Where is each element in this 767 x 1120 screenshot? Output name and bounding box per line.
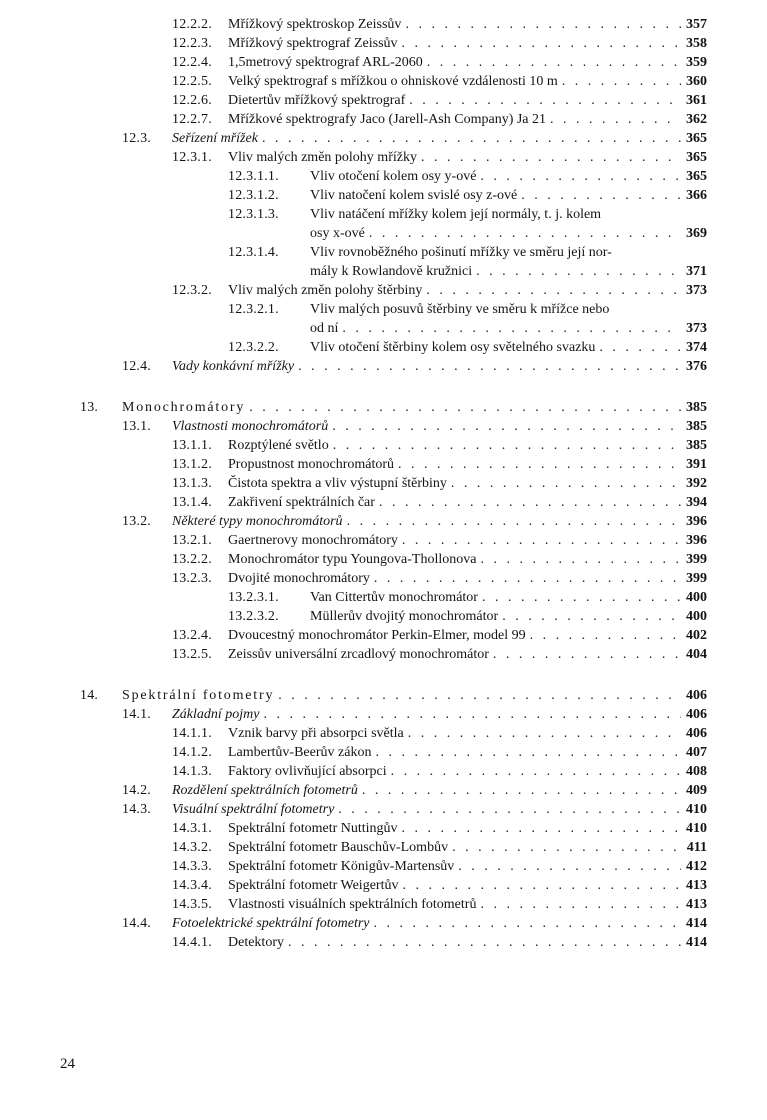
toc-entry-page: 360 bbox=[686, 74, 707, 89]
toc-entry-title: Spektrální fotometr Nuttingův bbox=[228, 821, 398, 836]
toc-entry-number: 13.1. bbox=[122, 419, 151, 434]
toc-entry-title: Základní pojmy bbox=[172, 707, 260, 722]
toc-entry-page: 376 bbox=[686, 359, 707, 374]
dot-leader bbox=[394, 455, 681, 474]
toc-entry[interactable] bbox=[0, 300, 707, 338]
toc-entry[interactable] bbox=[0, 933, 707, 952]
dot-leader bbox=[526, 626, 681, 645]
toc-entry[interactable] bbox=[0, 110, 707, 129]
toc-entry[interactable] bbox=[0, 357, 707, 376]
toc-entry-number: 12.3.2.2. bbox=[228, 340, 279, 355]
dot-leader bbox=[498, 607, 681, 626]
toc-entry[interactable] bbox=[0, 626, 707, 645]
toc-entry-title: Spektrální fotometr Bauschův-Lombův bbox=[228, 840, 449, 855]
toc-entry-title: Vliv natáčení mřížky kolem její normály, t. j. kolem bbox=[310, 207, 602, 222]
toc-entry-number: 14.4. bbox=[122, 916, 151, 931]
dot-leader bbox=[489, 645, 681, 664]
toc-entry[interactable] bbox=[0, 895, 707, 914]
dot-leader bbox=[546, 110, 681, 129]
toc-entry[interactable] bbox=[0, 72, 707, 91]
toc-entry-title: Mřížkový spektrograf Zeissův bbox=[228, 36, 398, 51]
dot-leader bbox=[517, 186, 681, 205]
toc-entry-title: Spektrální fotometry bbox=[122, 688, 275, 703]
toc-entry-title: Dietertův mřížkový spektrograf bbox=[228, 93, 406, 108]
toc-entry-number: 14.1.1. bbox=[172, 726, 212, 741]
toc-entry-number: 12.3.2.1. bbox=[228, 302, 279, 317]
dot-leader bbox=[338, 319, 681, 338]
toc-entry[interactable] bbox=[0, 34, 707, 53]
toc-entry-title: Mřížkový spektroskop Zeissův bbox=[228, 17, 402, 32]
toc-entry[interactable] bbox=[0, 398, 707, 417]
toc-entry-number: 12.3.1. bbox=[172, 150, 212, 165]
dot-leader bbox=[447, 474, 681, 493]
toc-entry-number: 13.2.2. bbox=[172, 552, 212, 567]
toc-entry-number: 12.3.1.1. bbox=[228, 169, 279, 184]
dot-leader bbox=[294, 357, 681, 376]
toc-entry-title: Vliv malých změn polohy mřížky bbox=[228, 150, 417, 165]
dot-leader bbox=[328, 417, 681, 436]
toc-entry-page: 406 bbox=[686, 688, 707, 703]
toc-entry-page: 373 bbox=[686, 321, 707, 336]
toc-entry-title: Čistota spektra a vliv výstupní štěrbiny bbox=[228, 476, 447, 491]
toc-entry-number: 14.3.1. bbox=[172, 821, 212, 836]
dot-leader bbox=[476, 895, 681, 914]
toc-entry[interactable] bbox=[0, 743, 707, 762]
toc-entry-title: Velký spektrograf s mřížkou o ohniskové vzdálenosti 10 m bbox=[228, 74, 558, 89]
toc-entry-number: 12.2.6. bbox=[172, 93, 212, 108]
toc-entry-number: 13.2.3. bbox=[172, 571, 212, 586]
toc-entry[interactable] bbox=[0, 686, 707, 705]
toc-entry-title: Gaertnerovy monochromátory bbox=[228, 533, 398, 548]
dot-leader bbox=[417, 148, 681, 167]
toc-entry[interactable] bbox=[0, 569, 707, 588]
toc-entry-title: Dvojité monochromátory bbox=[228, 571, 370, 586]
dot-leader bbox=[478, 588, 681, 607]
toc-entry-title: Seřízení mřížek bbox=[172, 131, 258, 146]
toc-entry-title: Vliv otočení kolem osy y-ové bbox=[310, 169, 477, 184]
toc-entry-page: 358 bbox=[686, 36, 707, 51]
toc-entry-page: 366 bbox=[686, 188, 707, 203]
toc-entry[interactable] bbox=[0, 607, 707, 626]
dot-leader bbox=[387, 762, 681, 781]
toc-entry[interactable] bbox=[0, 724, 707, 743]
toc-entry-number: 12.3.2. bbox=[172, 283, 212, 298]
toc-entry[interactable] bbox=[0, 876, 707, 895]
toc-entry-title: Propustnost monochromátorů bbox=[228, 457, 395, 472]
toc-entry-page: 409 bbox=[686, 783, 707, 798]
section-gap bbox=[0, 664, 767, 686]
toc-entry-number: 12.3.1.4. bbox=[228, 245, 279, 260]
toc-entry-page: 365 bbox=[686, 150, 707, 165]
toc-entry-title: Vlastnosti visuálních spektrálních fotometrů bbox=[228, 897, 477, 912]
toc-entry[interactable] bbox=[0, 531, 707, 550]
toc-entry[interactable] bbox=[0, 762, 707, 781]
dot-leader bbox=[398, 819, 681, 838]
toc-entry[interactable] bbox=[0, 243, 707, 281]
dot-leader bbox=[398, 531, 681, 550]
toc-entry-number: 13.1.2. bbox=[172, 457, 212, 472]
toc-entry-title: mály k Rowlandově kružnici bbox=[310, 264, 473, 279]
toc-entry[interactable] bbox=[0, 512, 707, 531]
toc-entry-title: Monochromátor typu Youngova-Thollonova bbox=[228, 552, 477, 567]
toc-entry-number: 14.3.5. bbox=[172, 897, 212, 912]
toc-entry[interactable] bbox=[0, 436, 707, 455]
toc-entry-number: 13.2.3.1. bbox=[228, 590, 279, 605]
dot-leader bbox=[422, 281, 681, 300]
toc-entry-number: 14. bbox=[80, 688, 99, 703]
dot-leader bbox=[258, 129, 681, 148]
dot-leader bbox=[404, 724, 681, 743]
toc-entry[interactable] bbox=[0, 91, 707, 110]
toc-entry-number: 13.2.4. bbox=[172, 628, 212, 643]
dot-leader bbox=[448, 838, 681, 857]
toc-entry-number: 14.1. bbox=[122, 707, 151, 722]
toc-entry-page: 407 bbox=[686, 745, 707, 760]
toc-entry-number: 12.2.5. bbox=[172, 74, 212, 89]
toc-entry-page: 402 bbox=[686, 628, 707, 643]
toc-entry-title: 1,5metrový spektrograf ARL-2060 bbox=[228, 55, 423, 70]
toc-entry[interactable] bbox=[0, 781, 707, 800]
toc-entry[interactable] bbox=[0, 53, 707, 72]
toc-entry-page: 410 bbox=[686, 821, 707, 836]
toc-entry-number: 13.2.5. bbox=[172, 647, 212, 662]
toc-entry-number: 14.3.2. bbox=[172, 840, 212, 855]
toc-entry-number: 13.2.3.2. bbox=[228, 609, 279, 624]
table-of-contents bbox=[0, 15, 767, 952]
dot-leader bbox=[472, 262, 681, 281]
dot-leader bbox=[371, 743, 681, 762]
toc-entry[interactable] bbox=[0, 588, 707, 607]
toc-entry-number: 14.3.4. bbox=[172, 878, 212, 893]
toc-entry-page: 411 bbox=[686, 840, 707, 855]
dot-leader bbox=[476, 550, 681, 569]
toc-entry-title: Rozdělení spektrálních fotometrů bbox=[172, 783, 358, 798]
toc-entry[interactable] bbox=[0, 455, 707, 474]
dot-leader bbox=[343, 512, 681, 531]
toc-entry-page: 365 bbox=[686, 169, 707, 184]
toc-entry-title: Monochromátory bbox=[122, 400, 246, 415]
dot-leader bbox=[398, 876, 681, 895]
toc-entry-title: Některé typy monochromátorů bbox=[172, 514, 343, 529]
toc-entry[interactable] bbox=[0, 705, 707, 724]
toc-entry-title: od ní bbox=[310, 321, 339, 336]
toc-entry-number: 12.2.4. bbox=[172, 55, 212, 70]
toc-entry-number: 14.1.2. bbox=[172, 745, 212, 760]
toc-entry-number: 14.1.3. bbox=[172, 764, 212, 779]
toc-entry[interactable] bbox=[0, 281, 707, 300]
dot-leader bbox=[365, 224, 681, 243]
toc-entry-number: 13.1.1. bbox=[172, 438, 212, 453]
toc-entry-page: 385 bbox=[686, 400, 707, 415]
toc-entry-page: 413 bbox=[686, 878, 707, 893]
toc-entry[interactable] bbox=[0, 186, 707, 205]
dot-leader bbox=[245, 398, 681, 417]
toc-entry-title: Vliv rovnoběžného pošinutí mřížky ve směru její nor- bbox=[310, 245, 612, 260]
toc-entry-page: 399 bbox=[686, 571, 707, 586]
toc-entry-page: 406 bbox=[686, 726, 707, 741]
dot-leader bbox=[370, 914, 682, 933]
toc-entry[interactable] bbox=[0, 819, 707, 838]
toc-entry-page: 410 bbox=[686, 802, 707, 817]
toc-entry-number: 13. bbox=[80, 400, 99, 415]
toc-entry-number: 13.2.1. bbox=[172, 533, 212, 548]
toc-entry-title: Detektory bbox=[228, 935, 284, 950]
toc-entry-number: 12.2.7. bbox=[172, 112, 212, 127]
section-gap bbox=[0, 376, 767, 398]
toc-entry-number: 14.4.1. bbox=[172, 935, 212, 950]
toc-entry-page: 391 bbox=[686, 457, 707, 472]
toc-entry-number: 14.3. bbox=[122, 802, 151, 817]
toc-entry-title: Mřížkové spektrografy Jaco (Jarell-Ash Company) Ja 21 bbox=[228, 112, 547, 127]
toc-entry-title: Vady konkávní mřížky bbox=[172, 359, 295, 374]
toc-entry-page: 413 bbox=[686, 897, 707, 912]
toc-entry-title: Rozptýlené světlo bbox=[228, 438, 329, 453]
toc-entry-title: Visuální spektrální fotometry bbox=[172, 802, 335, 817]
toc-entry-title: Spektrální fotometr Weigertův bbox=[228, 878, 399, 893]
toc-entry[interactable] bbox=[0, 493, 707, 512]
toc-entry-page: 414 bbox=[686, 916, 707, 931]
toc-entry-number: 13.1.4. bbox=[172, 495, 212, 510]
toc-entry-number: 12.4. bbox=[122, 359, 151, 374]
toc-entry[interactable] bbox=[0, 474, 707, 493]
dot-leader bbox=[375, 493, 681, 512]
toc-entry[interactable] bbox=[0, 167, 707, 186]
dot-leader bbox=[423, 53, 681, 72]
toc-entry[interactable] bbox=[0, 838, 707, 857]
toc-entry[interactable] bbox=[0, 550, 707, 569]
toc-entry-page: 396 bbox=[686, 533, 707, 548]
toc-entry-title: Spektrální fotometr Königův-Martensův bbox=[228, 859, 455, 874]
toc-entry-number: 13.1.3. bbox=[172, 476, 212, 491]
toc-entry-title: Vlastnosti monochromátorů bbox=[172, 419, 329, 434]
toc-entry-page: 371 bbox=[686, 264, 707, 279]
toc-entry-page: 374 bbox=[686, 340, 707, 355]
toc-entry-number: 12.3. bbox=[122, 131, 151, 146]
toc-entry-title: osy x-ové bbox=[310, 226, 365, 241]
toc-entry-page: 365 bbox=[686, 131, 707, 146]
toc-entry-number: 14.3.3. bbox=[172, 859, 212, 874]
toc-entry-title: Fotoelektrické spektrální fotometry bbox=[172, 916, 370, 931]
toc-entry-title: Zeissův universální zrcadlový monochromátor bbox=[228, 647, 489, 662]
dot-leader bbox=[401, 15, 681, 34]
toc-entry-page: 373 bbox=[686, 283, 707, 298]
toc-entry-title: Lambertův-Beerův zákon bbox=[228, 745, 372, 760]
toc-entry-number: 12.3.1.2. bbox=[228, 188, 279, 203]
toc-entry-page: 392 bbox=[686, 476, 707, 491]
dot-leader bbox=[454, 857, 681, 876]
toc-entry-page: 400 bbox=[686, 609, 707, 624]
toc-entry-page: 404 bbox=[686, 647, 707, 662]
toc-entry-page: 408 bbox=[686, 764, 707, 779]
toc-entry-page: 396 bbox=[686, 514, 707, 529]
dot-leader bbox=[398, 34, 681, 53]
dot-leader bbox=[476, 167, 681, 186]
toc-entry-page: 399 bbox=[686, 552, 707, 567]
dot-leader bbox=[334, 800, 681, 819]
toc-entry-page: 406 bbox=[686, 707, 707, 722]
toc-entry-number: 12.3.1.3. bbox=[228, 207, 279, 222]
toc-entry-title: Dvoucestný monochromátor Perkin-Elmer, model 99 bbox=[228, 628, 526, 643]
toc-entry-page: 362 bbox=[686, 112, 707, 127]
dot-leader bbox=[284, 933, 681, 952]
toc-entry[interactable] bbox=[0, 417, 707, 436]
toc-entry-page: 412 bbox=[686, 859, 707, 874]
toc-entry-page: 385 bbox=[686, 419, 707, 434]
toc-entry[interactable] bbox=[0, 148, 707, 167]
toc-entry-page: 359 bbox=[686, 55, 707, 70]
toc-entry[interactable] bbox=[0, 15, 707, 34]
dot-leader bbox=[358, 781, 681, 800]
dot-leader bbox=[260, 705, 682, 724]
toc-entry-title: Vliv malých posuvů štěrbiny ve směru k mřížce nebo bbox=[310, 302, 610, 317]
toc-entry-title: Müllerův dvojitý monochromátor bbox=[310, 609, 499, 624]
toc-entry-title: Vliv malých změn polohy štěrbiny bbox=[228, 283, 423, 298]
toc-entry-number: 14.2. bbox=[122, 783, 151, 798]
toc-entry-title: Van Cittertův monochromátor bbox=[310, 590, 478, 605]
toc-entry[interactable] bbox=[0, 205, 707, 243]
toc-entry[interactable] bbox=[0, 645, 707, 664]
toc-entry[interactable] bbox=[0, 338, 707, 357]
toc-entry-page: 400 bbox=[686, 590, 707, 605]
dot-leader bbox=[405, 91, 681, 110]
dot-leader bbox=[558, 72, 681, 91]
toc-entry[interactable] bbox=[0, 129, 707, 148]
toc-entry-page: 369 bbox=[686, 226, 707, 241]
toc-entry-title: Zakřivení spektrálních čar bbox=[228, 495, 375, 510]
toc-entry-title: Vliv natočení kolem svislé osy z-ové bbox=[310, 188, 518, 203]
dot-leader bbox=[595, 338, 681, 357]
toc-entry-number: 13.2. bbox=[122, 514, 151, 529]
toc-entry-page: 357 bbox=[686, 17, 707, 32]
toc-entry-page: 414 bbox=[686, 935, 707, 950]
dot-leader bbox=[274, 686, 681, 705]
dot-leader bbox=[370, 569, 681, 588]
toc-entry-page: 394 bbox=[686, 495, 707, 510]
toc-entry-number: 12.2.2. bbox=[172, 17, 212, 32]
toc-entry[interactable] bbox=[0, 800, 707, 819]
toc-entry[interactable] bbox=[0, 857, 707, 876]
toc-entry-title: Faktory ovlivňující absorpci bbox=[228, 764, 387, 779]
toc-entry-title: Vliv otočení štěrbiny kolem osy světelného svazku bbox=[310, 340, 596, 355]
toc-entry-title: Vznik barvy při absorpci světla bbox=[228, 726, 404, 741]
toc-entry[interactable] bbox=[0, 914, 707, 933]
toc-entry-page: 385 bbox=[686, 438, 707, 453]
toc-entry-page: 361 bbox=[686, 93, 707, 108]
page-number: 24 bbox=[60, 1056, 75, 1072]
toc-entry-number: 12.2.3. bbox=[172, 36, 212, 51]
dot-leader bbox=[329, 436, 681, 455]
